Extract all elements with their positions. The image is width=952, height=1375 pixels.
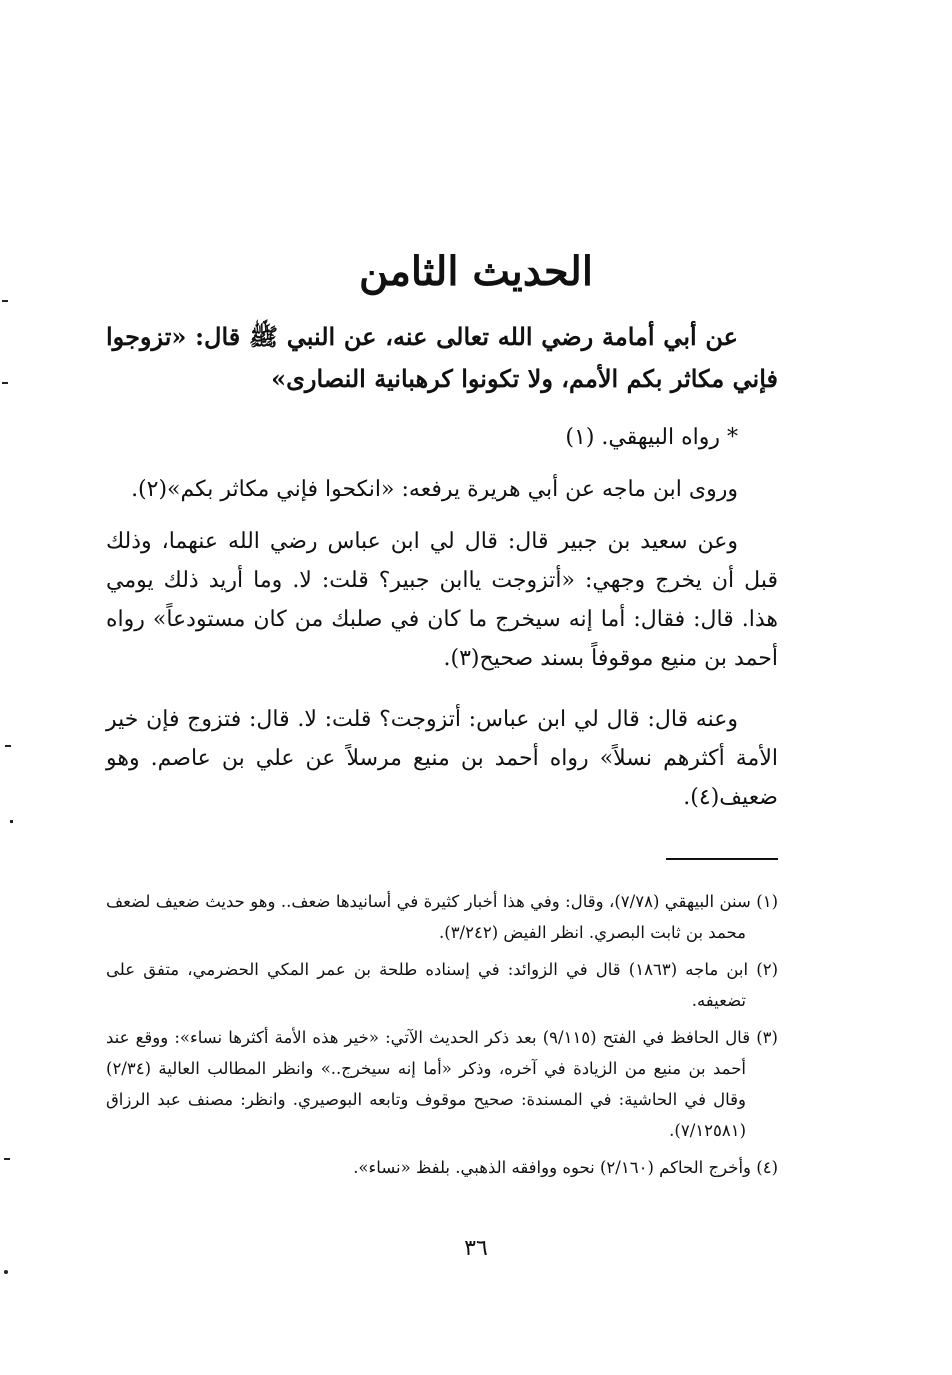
- footnote-separator: [666, 858, 778, 860]
- scan-speck: [10, 820, 13, 823]
- scan-speck: [4, 1158, 10, 1160]
- chapter-title: الحديث الثامن: [359, 248, 593, 295]
- scan-speck: [4, 1270, 8, 1274]
- scan-speck: [2, 382, 8, 384]
- narration-paragraph-4: وعنه قال: قال لي ابن عباس: أتزوجت؟ قلت: لا. قال: فتزوج فإن خير الأمة أكثرهم نسلاً» رواه أحمد بن منيع مرسلاً عن علي بن عاصم. وهو ضعيف(٤).: [106, 707, 778, 810]
- scan-speck: [2, 300, 8, 302]
- footnote-3: (٣) قال الحافظ في الفتح (٩/١١٥) بعد ذكر الحديث الآتي: «خير هذه الأمة أكثرها نساء»: ووقع عند أحمد بن منيع من الزيادة في آخره، وذكر «أما إنه سيخرج..» وانظر المطالب العالية (٢/٣٤) وقال في الحاشية: في المسندة: صحيح موقوف وتابعه البوصيري. وانظر: مصنف عبد الرزاق (٧/١٢٥٨١).: [106, 1028, 778, 1140]
- narration-paragraph-3: وعن سعيد بن جبير قال: قال لي ابن عباس رضي الله عنهما، وذلك قبل أن يخرج وجهي: «أتزوجت ياابن جبير؟ قلت: لا. وما أريد ذلك يومي هذا. قال: فقال: أما إنه سيخرج ما كان في صلبك من كان مستودعاً» رواه أحمد بن منيع موقوفاً بسند صحيح(٣).: [106, 529, 778, 671]
- scan-speck: [5, 745, 11, 747]
- hadith-text: عن أبي أمامة رضي الله تعالى عنه، عن النبي ﷺ قال: «تزوجوا فإني مكاثر بكم الأمم، ولا تكونوا كرهبانية النصارى»: [106, 322, 778, 393]
- narration-paragraph-2: وروى ابن ماجه عن أبي هريرة يرفعه: «انكحوا فإني مكاثر بكم»(٢).: [131, 477, 738, 502]
- page-number: ٣٦: [464, 1236, 488, 1261]
- footnotes: [106, 886, 778, 1189]
- narration-paragraph-1: * رواه البيهقي. (١): [565, 425, 738, 450]
- footnote-2: (٢) ابن ماجه (١٨٦٣) قال في الزوائد: في إسناده طلحة بن عمر المكي الحضرمي، متفق على تضعيفه.: [106, 960, 778, 1010]
- footnote-4: (٤) وأخرج الحاكم (٢/١٦٠) نحوه ووافقه الذهبي. بلفظ «نساء».: [353, 1158, 778, 1177]
- footnote-1: (١) سنن البيهقي (٧/٧٨)، وقال: وفي هذا أخبار كثيرة في أسانيدها ضعف.. وهو حديث ضعيف لضعف محمد بن ثابت البصري. انظر الفيض (٣/٢٤٢).: [106, 892, 779, 942]
